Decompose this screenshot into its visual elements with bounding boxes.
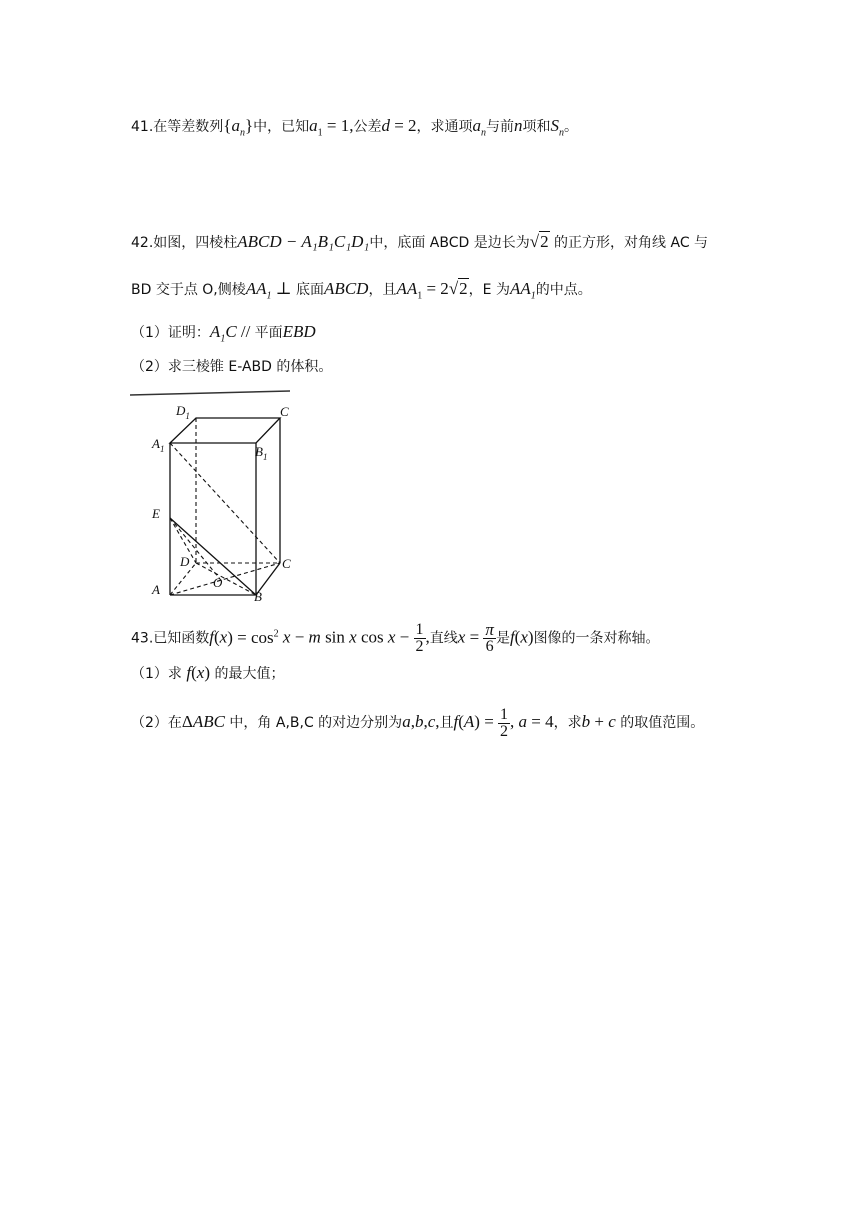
question-43-part-1: （1）求 f(x) 的最大值； [131,663,285,682]
q42-line2-a: BD 交于点 O,侧棱 [131,282,246,298]
q41-text-7: 。 [564,119,579,135]
q42-prism: ABCD − A₁B₁C₁D₁ [237,232,370,251]
question-42-part-2: （2）求三棱锥 E-ABD 的体积。 [131,359,333,375]
question-43-part-2: （2）在ΔABC 中，角 A,B,C 的对边分别为a,b,c,且f(A) = $\frac{1}{2}$ , a = 4，求b + c 的取值范围。 [131,705,705,740]
question-42-line-1: 42.如图，四棱柱ABCD − A₁B₁C₁D₁中，底面 ABCD 是边长为√2 的正方形，对角线 AC 与 [131,232,709,251]
q41-text-2: 中，已知 [253,119,310,135]
q41-text-4: ，求通项 [416,119,473,135]
label-B1: $B_1$ [255,444,268,462]
q42-text-3: 的正方形，对角线 AC 与 [554,235,709,251]
q43-part2-d: ，求 [553,715,582,731]
q42-line2-d: ，E 为 [468,282,510,298]
q43-part1-b: 的最大值； [214,666,285,682]
label-D: D [180,554,190,569]
q41-text-5: 与前 [486,119,515,135]
label-E: E [152,506,160,521]
q43-part2-c: 且 [439,715,454,731]
label-A1: $A_1$ [152,436,165,454]
q43-part1-a: （1）求 [131,666,182,682]
question-41: 41.在等差数列$\{a_n\}$中，已知$a_1 = 1$,公差d = 2，求通项$a_n$与前n项和$S_n$。 [131,116,579,139]
q43-text-1: 已知函数 [153,630,210,647]
q43-text-2: 直线 [429,630,458,647]
q43-part2-b: 中，角 A,B,C 的对边分别为 [229,715,403,731]
q42-line2-b: 底面 [296,282,325,298]
q42-text-2: 中，底面 ABCD 是边长为 [369,235,530,251]
question-42-part-1: （1）证明：$A_1C$ // 平面EBD [131,322,316,345]
question-42-line-2: BD 交于点 O,侧棱$AA_1$ ⊥ 底面ABCD，且$AA_1 = 2√2$，E 为$AA_1$的中点。 [131,279,592,302]
scan-edge-line [130,391,290,395]
label-C1: C [280,404,289,419]
q41-text-3: 公差 [353,119,382,135]
q42-part1-plane: 平面 [254,325,283,341]
q42-part1-label: （1）证明： [131,325,210,341]
q42-line2-e: 的中点。 [535,282,592,298]
q43-part2-a: （2）在 [131,715,182,731]
q42-number: 42. [131,235,154,251]
label-D1: $D_1$ [176,403,190,421]
q42-text-1: 如图，四棱柱 [153,235,238,251]
question-43: 43.已知函数$f(x) = \cos^2 x - m$ sin x cos x − $\frac{1}{2}$ ,直线x = $\frac{\pi}{6}$ 是f(x)图像的一条对称轴。 [131,620,660,656]
q43-text-4: 图像的一条对称轴。 [533,630,660,647]
label-C: C [282,556,291,571]
q43-part2-e: 的取值范围。 [620,715,705,731]
label-B: B [254,589,262,603]
q42-line2-c: ，且 [368,282,397,298]
label-A: A [152,582,160,597]
q43-number: 43. [131,630,154,647]
q41-text-1: 在等差数列 [153,119,224,135]
prism-figure [130,388,295,603]
q41-text-6: 项和 [522,119,551,135]
label-O: O [213,575,223,590]
q43-text-3: 是 [495,630,510,647]
q41-number: 41. [131,119,154,135]
